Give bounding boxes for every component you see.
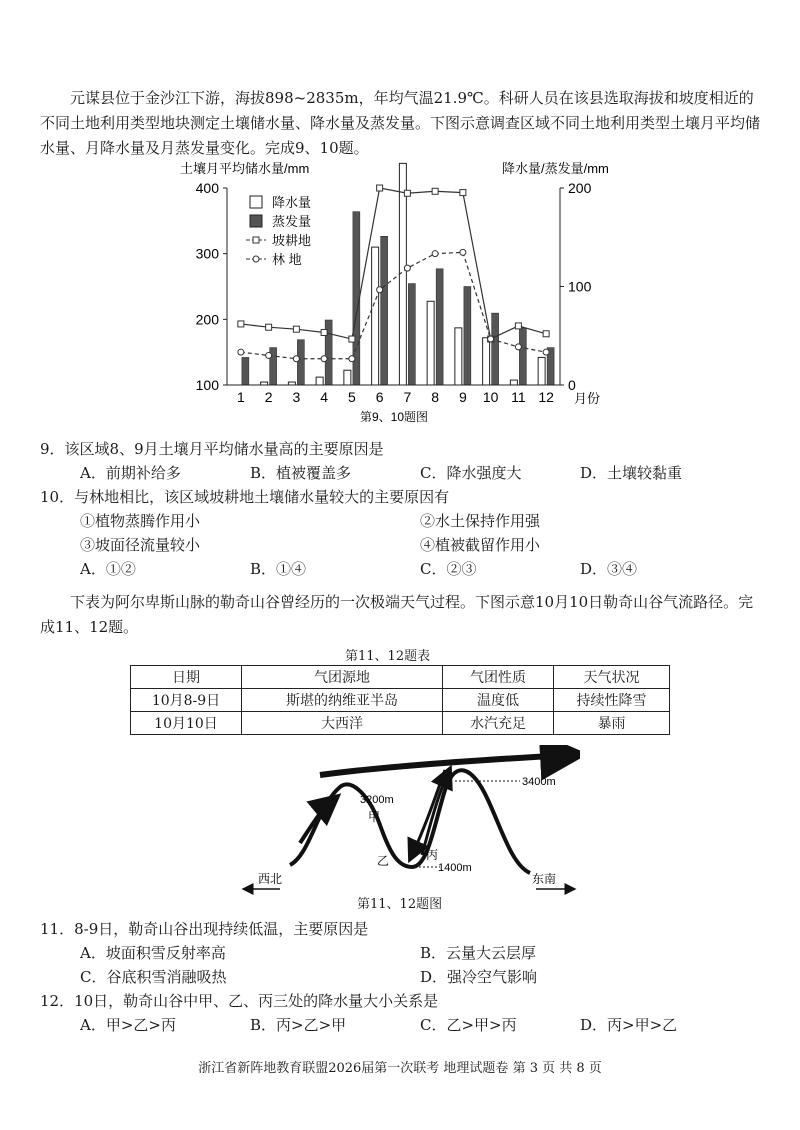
point-slope-farmland (349, 336, 355, 342)
bar-evaporation (408, 284, 415, 385)
q9-option-c[interactable]: C．降水强度大 (420, 464, 522, 482)
q11-option-d[interactable]: D．强冷空气影响 (420, 968, 538, 986)
point-slope-farmland (293, 326, 299, 332)
x-tick-label: 2 (264, 389, 273, 405)
right-tick-label: 0 (568, 377, 576, 393)
right-tick-label: 100 (568, 278, 592, 295)
bar-evaporation (464, 287, 471, 386)
table-header-row (131, 666, 670, 689)
right-tick-label: 200 (568, 180, 592, 196)
q10-item-2: ②水土保持作用强 (420, 512, 541, 530)
legend-forest: 林 地 (272, 252, 302, 267)
q10-option-d[interactable]: D．③④ (580, 560, 638, 578)
terrain-profile (290, 770, 530, 873)
q12-option-c[interactable]: C．乙>甲>丙 (420, 1016, 517, 1034)
point-slope-farmland (238, 321, 244, 327)
q10-item-4: ④植被截留作用小 (420, 536, 541, 554)
bar-precipitation (510, 380, 517, 385)
bar-evaporation (492, 313, 499, 385)
chart-left-axis-label: 土壤月平均储水量/mm (180, 161, 310, 176)
label-bing: 丙 (426, 848, 439, 862)
table-row (131, 689, 670, 712)
q9-option-d[interactable]: D．土壤较黏重 (580, 464, 683, 482)
bar-evaporation (436, 269, 443, 385)
q9-option-b[interactable]: B．植被覆盖多 (250, 464, 352, 482)
q11-option-b[interactable]: B．云量大云层厚 (420, 944, 537, 962)
bar-precipitation (455, 328, 462, 385)
point-slope-farmland (543, 331, 549, 337)
bar-evaporation (242, 357, 249, 385)
q12-option-d[interactable]: D．丙>甲>乙 (580, 1016, 678, 1034)
point-forest (349, 356, 355, 362)
bar-evaporation (381, 236, 388, 385)
x-tick-label: 4 (320, 389, 329, 405)
q9-option-a[interactable]: A．前期补给多 (80, 464, 181, 482)
legend-slope-farmland: 坡耕地 (272, 233, 312, 248)
table-caption: 第11、12题表 (345, 649, 431, 664)
point-forest (488, 336, 494, 342)
bar-precipitation (538, 357, 545, 385)
bar-precipitation (344, 370, 351, 385)
point-slope-farmland (266, 324, 272, 330)
q10-item-3: ③坡面径流量较小 (80, 536, 201, 554)
q11-option-a[interactable]: A．坡面积雪反射率高 (80, 944, 226, 962)
chart-legend (246, 195, 311, 267)
table-cell: 持续性降雪 (554, 689, 670, 712)
bar-precipitation (372, 247, 379, 385)
table-cell: 10月10日 (131, 712, 242, 735)
legend-precipitation: 降水量 (272, 195, 312, 210)
point-forest (377, 287, 383, 293)
x-tick-label: 6 (375, 389, 384, 405)
legend-swatch-precipitation (250, 196, 262, 208)
question-12-stem: 12．10日，勒奇山谷中甲、乙、丙三处的降水量大小关系是 (40, 992, 439, 1010)
table-row (131, 712, 670, 735)
diagram-caption: 第11、12题图 (357, 897, 443, 912)
x-tick-label: 3 (292, 389, 301, 405)
left-tick-label: 200 (195, 311, 219, 328)
q12-option-b[interactable]: B．丙>乙>甲 (250, 1016, 347, 1034)
series-line-forest (241, 252, 546, 358)
intro-paragraph-1: 元谋县位于金沙江下游，海拔898~2835m，年均气温21.9℃。科研人员在该县选取海拔和坡度相近的不同土地利用类型地块测定土壤储水量、降水量及蒸发量。下图示意调查区域不同土地利用类型土壤月平均储水量、月降水量及月蒸发量变化。完成9、10题。 (40, 89, 761, 157)
label-jia: 甲 (368, 810, 381, 824)
q11-option-c[interactable]: C．谷底积雪消融吸热 (80, 968, 227, 986)
table-cell: 水汽充足 (443, 712, 554, 735)
left-tick-label: 100 (195, 377, 219, 393)
point-slope-farmland (432, 188, 438, 194)
weather-table (130, 665, 670, 735)
label-southeast: 东南 (532, 872, 557, 886)
point-forest (432, 251, 438, 257)
bar-precipitation (427, 301, 434, 385)
point-forest (404, 265, 410, 271)
point-slope-farmland (404, 190, 410, 196)
point-slope-farmland (321, 329, 327, 335)
left-tick-label: 400 (195, 180, 219, 196)
point-forest (321, 356, 327, 362)
legend-swatch-evaporation (250, 215, 262, 227)
x-tick-label: 12 (538, 389, 554, 405)
x-tick-label: 5 (347, 389, 356, 405)
q12-option-a[interactable]: A．甲>乙>丙 (80, 1016, 176, 1034)
label-yi: 乙 (377, 854, 390, 868)
table-cell: 温度低 (443, 689, 554, 712)
table-header-weather: 天气状况 (554, 666, 670, 689)
label-northwest: 西北 (258, 872, 283, 886)
table-header-source: 气团源地 (242, 666, 443, 689)
precipitation-evaporation-chart (170, 158, 630, 428)
legend-evaporation: 蒸发量 (272, 214, 312, 229)
question-11-stem: 11．8-9日，勒奇山谷出现持续低温，主要原因是 (40, 920, 369, 938)
point-forest (543, 349, 549, 355)
q10-option-c[interactable]: C．②③ (420, 560, 477, 578)
left-tick-label: 300 (195, 245, 219, 262)
label-1400m: 1400m (438, 862, 472, 874)
intro-paragraph-2: 下表为阿尔卑斯山脉的勒奇山谷曾经历的一次极端天气过程。下图示意10月10日勒奇山谷气流路径。完成11、12题。 (40, 593, 754, 636)
windward-rising-arrow (300, 801, 332, 843)
q10-option-b[interactable]: B．①④ (250, 560, 307, 578)
point-forest (515, 344, 521, 350)
point-forest (266, 352, 272, 358)
question-9-stem: 9．该区域8、9月土壤月平均储水量高的主要原因是 (40, 440, 384, 458)
x-tick-label: 7 (403, 389, 412, 405)
x-tick-label: 8 (431, 389, 440, 405)
valley-rising-arrow (422, 773, 448, 855)
x-tick-label: 11 (511, 389, 526, 405)
label-3200m: 3200m (360, 794, 394, 806)
chart-x-axis-label: 月份 (574, 391, 601, 406)
point-slope-farmland (460, 190, 466, 196)
table-cell: 大西洋 (242, 712, 443, 735)
x-tick-label: 10 (482, 389, 499, 405)
x-tick-label: 9 (458, 389, 467, 405)
q10-option-a[interactable]: A．①② (80, 560, 136, 578)
table-cell: 10月8-9日 (131, 689, 242, 712)
point-forest (293, 356, 299, 362)
point-slope-farmland (515, 323, 521, 329)
q10-item-1: ①植物蒸腾作用小 (80, 512, 201, 530)
x-tick-label: 1 (236, 389, 245, 405)
page-footer: 浙江省新阵地教育联盟2026届第一次联考 地理试题卷 第 3 页 共 8 页 (198, 1061, 602, 1076)
table-cell: 斯堪的纳维亚半岛 (242, 689, 443, 712)
table-header-date: 日期 (131, 666, 242, 689)
bar-precipitation (483, 338, 490, 385)
chart-right-axis-label: 降水量/蒸发量/mm (502, 161, 609, 176)
point-forest (460, 249, 466, 255)
chart-caption: 第9、10题图 (360, 410, 429, 424)
bar-evaporation (519, 328, 526, 385)
table-header-property: 气团性质 (443, 666, 554, 689)
bar-evaporation (297, 340, 304, 385)
bar-precipitation (316, 377, 323, 385)
airflow-diagram (240, 745, 580, 915)
table-cell: 暴雨 (554, 712, 670, 735)
point-slope-farmland (377, 185, 383, 191)
label-3400m: 3400m (522, 776, 556, 788)
question-10-stem: 10．与林地相比，该区域坡耕地土壤储水量较大的主要原因有 (40, 488, 450, 506)
point-forest (238, 349, 244, 355)
